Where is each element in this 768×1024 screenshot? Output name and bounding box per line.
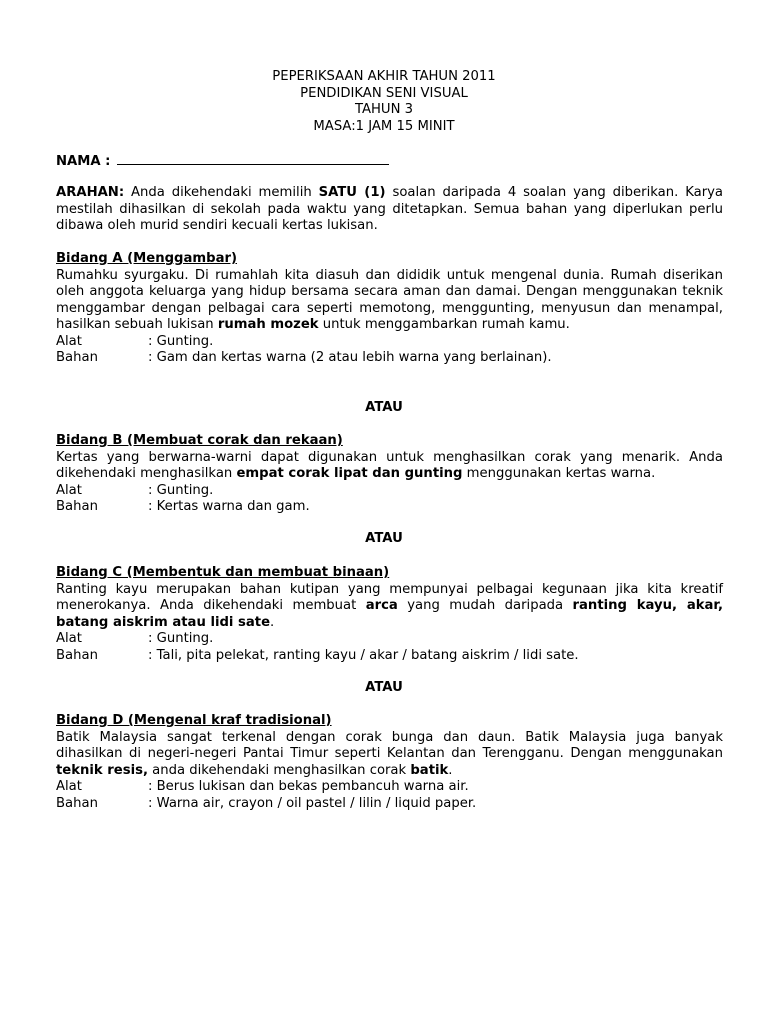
bahan-label: Bahan: [56, 499, 98, 514]
instructions: [56, 185, 723, 235]
section-b-bahan: : Kertas warna dan gam.: [148, 499, 310, 514]
section-c-alat: : Gunting.: [148, 631, 214, 646]
section-a-bold: rumah mozek: [217, 317, 319, 332]
atau-divider: ATAU: [365, 400, 403, 415]
bahan-label: Bahan: [56, 350, 98, 365]
section-d-bold-2: batik: [410, 762, 449, 778]
bahan-label: Bahan: [56, 795, 98, 811]
section-a-bahan: : Gam dan kertas warna (2 atau lebih warna yang berlainan).: [148, 350, 552, 365]
section-d-bahan-row: [56, 796, 723, 813]
section-b-alat-row: [56, 483, 723, 500]
header-duration: MASA:1 JAM 15 MINIT: [313, 118, 455, 134]
section-a-text-2: untuk menggambarkan rumah kamu.: [318, 317, 570, 332]
section-d-bold-1: teknik resis,: [56, 762, 148, 778]
instructions-text-2: soalan daripada 4 soalan yang diberikan. Karya mestilah dihasilkan di sekolah pada waktu yang ditetapkan. Semua bahan yang diperlukan perlu dibawa oleh murid sendiri kecuali kertas lukisan.: [56, 185, 723, 233]
section-b-title: Bidang B (Membuat corak dan rekaan): [56, 433, 343, 448]
section-a-alat-row: [56, 334, 723, 351]
section-a-bahan-row: [56, 350, 723, 367]
alat-label: Alat: [56, 779, 82, 794]
bahan-label: Bahan: [56, 647, 98, 663]
exam-header: [0, 69, 768, 135]
alat-label: Alat: [56, 333, 82, 349]
header-year: TAHUN 3: [354, 102, 414, 117]
section-d-alat-row: [56, 779, 723, 796]
section-c-text-2: yang mudah daripada: [397, 598, 573, 613]
alat-label: Alat: [56, 482, 82, 498]
section-b-text-2: menggunakan kertas warna.: [462, 466, 656, 481]
section-d-text-2: anda dikehendaki menghasilkan corak: [147, 762, 411, 778]
section-b-bahan-row: [56, 499, 723, 516]
section-d-title: Bidang D (Mengenal kraf tradisional): [56, 713, 332, 728]
name-label: NAMA :: [56, 154, 116, 169]
section-c-title: Bidang C (Membentuk dan membuat binaan): [56, 565, 390, 580]
section-c-bahan-row: [56, 648, 723, 665]
section-b-body: [56, 450, 723, 483]
section-d-body: [56, 730, 723, 780]
section-c-bold-2: ranting kayu, akar, batang aiskrim atau lidi sate: [56, 598, 723, 630]
section-d-bahan: : Warna air, crayon / oil pastel / lilin / liquid paper.: [148, 795, 477, 811]
header-exam-title: PEPERIKSAAN AKHIR TAHUN 2011: [272, 69, 496, 84]
section-d: [56, 713, 723, 812]
section-b-text-1: Kertas yang berwarna-warni dapat digunakan untuk menghasilkan corak yang menarik. Anda dikehendaki menghasilkan: [56, 449, 723, 481]
section-c: [56, 565, 723, 664]
atau-divider: ATAU: [365, 531, 403, 546]
section-b: [56, 433, 723, 516]
section-b-alat: : Gunting.: [148, 482, 214, 498]
alat-label: Alat: [56, 631, 82, 646]
instructions-text-1: Anda dikehendaki memilih: [124, 185, 319, 200]
section-a-text-1: Rumahku syurgaku. Di rumahlah kita diasuh dan dididik untuk mengenal dunia. Rumah diserikan oleh anggota keluarga yang hidup bersama secara aman dan damai. Dengan menggunakan teknik menggambar dengan pelbagai cara seperti memotong, menggunting, menyusun dan menampal, hasilkan sebuah lukisan: [56, 267, 723, 332]
section-d-text-3: .: [448, 762, 453, 778]
section-c-text-3: .: [270, 614, 275, 630]
section-c-alat-row: [56, 631, 723, 648]
atau-divider: ATAU: [365, 680, 403, 695]
section-a: [56, 251, 723, 367]
section-a-alat: : Gunting.: [148, 333, 214, 349]
section-a-body: [56, 268, 723, 334]
section-c-text-1: Ranting kayu merupakan bahan kutipan yang mempunyai pelbagai kegunaan jika kita kreatif menerokanya. Anda dikehendaki membuat: [56, 581, 723, 613]
header-subject: PENDIDIKAN SENI VISUAL: [300, 85, 468, 101]
section-c-bold-1: arca: [365, 598, 398, 613]
section-d-text-1: Batik Malaysia sangat terkenal dengan corak bunga dan daun. Batik Malaysia juga banyak dihasilkan di negeri-negeri Pantai Timur seperti Kelantan dan Terengganu. Dengan menggunakan: [56, 729, 723, 761]
section-a-title: Bidang A (Menggambar): [56, 251, 237, 266]
section-b-bold: empat corak lipat dan gunting: [236, 466, 463, 481]
instructions-label: ARAHAN:: [56, 185, 125, 200]
section-c-bahan: : Tali, pita pelekat, ranting kayu / akar / batang aiskrim / lidi sate.: [148, 647, 579, 663]
section-c-body: [56, 582, 723, 632]
instructions-bold: SATU (1): [318, 185, 386, 200]
name-field: [56, 152, 723, 171]
section-d-alat: : Berus lukisan dan bekas pembancuh warna air.: [148, 779, 469, 794]
name-blank-line[interactable]: [117, 152, 389, 165]
